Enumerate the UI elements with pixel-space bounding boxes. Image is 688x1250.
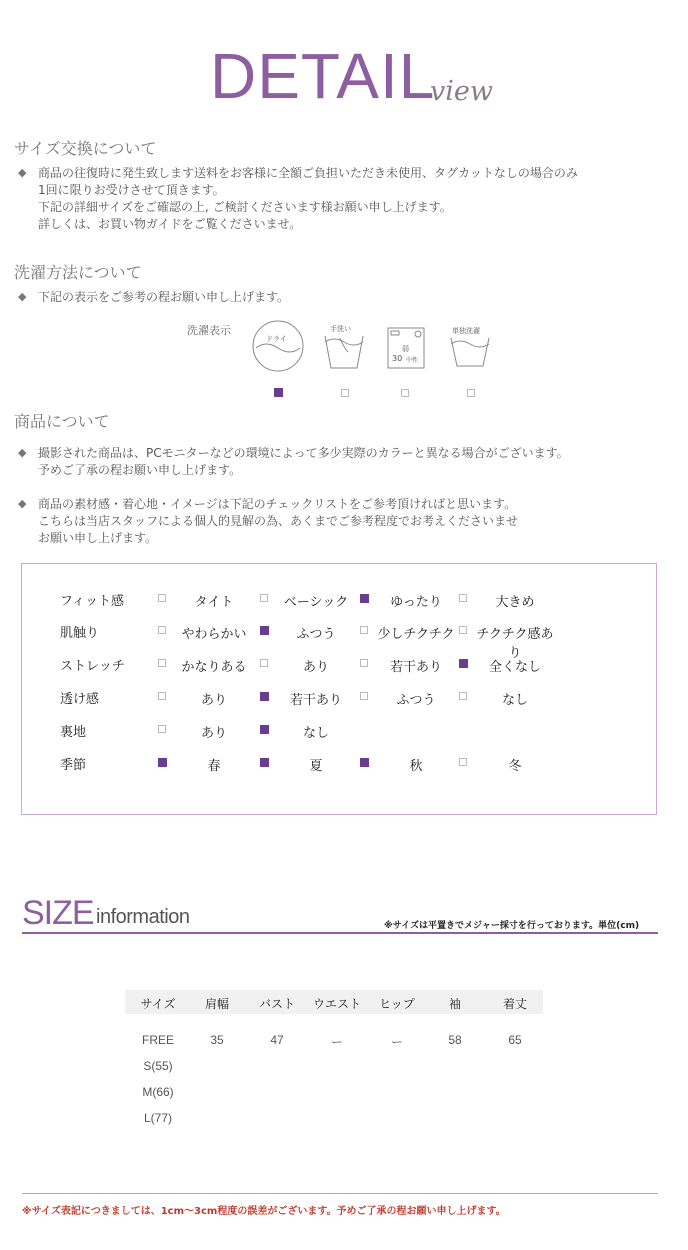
exchange-heading: サイズ交換について	[14, 139, 157, 158]
machine-wash-unit: 中性	[406, 357, 419, 364]
bullet-diamond-icon: ◆	[18, 290, 27, 303]
checklist-checkbox	[158, 758, 167, 767]
checklist-label: 季節	[60, 758, 87, 773]
size-header-cell: 肩幅	[204, 997, 229, 1011]
exchange-line-3: 下記の詳細サイズをご確認の上, ご検討くださいます様お願い申し上げます。	[38, 200, 452, 214]
checklist-option: あり	[200, 693, 227, 708]
machine-wash-text: 弱	[402, 345, 409, 353]
dry-clean-icon	[250, 318, 306, 374]
bullet-diamond-icon: ◆	[18, 166, 27, 179]
product-para2-line1: 商品の素材感・着心地・イメージは下記のチェックリストをご参考頂ければと思います。	[38, 497, 517, 511]
checklist-label: 裏地	[60, 725, 87, 740]
product-para1-line2: 予めご了承の程お願い申し上げます。	[38, 463, 242, 477]
checklist-label: 肌触り	[60, 626, 100, 641]
product-checklist	[21, 563, 657, 815]
checklist-checkbox	[158, 692, 166, 700]
checklist-checkbox	[260, 725, 269, 734]
checklist-label: 透け感	[60, 692, 100, 707]
checklist-checkbox	[260, 692, 269, 701]
size-divider	[22, 932, 658, 934]
checklist-option: ゆったり	[390, 595, 442, 610]
size-header-cell: 袖	[448, 997, 461, 1011]
size-cell: 47	[270, 1033, 284, 1047]
checklist-option: 少しチクチク	[377, 627, 455, 642]
checklist-option: 春	[207, 759, 221, 774]
footer-note: ※サイズ表記につきましては、1cm～3cm程度の誤差がございます。予めご了承の程お願い申し上げます。	[22, 1206, 506, 1217]
size-subtitle: information	[96, 906, 190, 928]
size-header-cell: サイズ	[140, 997, 176, 1011]
size-header-cell: ヒップ	[379, 997, 415, 1011]
wash-check-dry	[274, 382, 283, 401]
product-para2-line2: こちらは当店スタッフによる個人的見解の為、あくまでご参考程度でお考えくださいませ	[38, 514, 519, 528]
checklist-checkbox	[459, 626, 467, 634]
size-row-label: L(77)	[143, 1111, 172, 1125]
page-title: DETAIL	[210, 40, 436, 112]
size-cell: ー	[390, 1035, 403, 1049]
size-cell: 58	[448, 1033, 462, 1047]
checklist-option: ふつう	[296, 627, 336, 642]
checklist-checkbox	[158, 725, 166, 733]
checklist-option: 冬	[508, 759, 522, 774]
size-cell: 65	[508, 1033, 522, 1047]
checklist-option: かなりある	[181, 660, 247, 675]
checklist-label: フィット感	[60, 594, 124, 609]
product-para1-line1: 撮影された商品は、PCモニターなどの環境によって多少実際のカラーと異なる場合がございます。	[38, 446, 569, 460]
machine-wash-icon	[386, 324, 426, 370]
wash-check-single	[467, 382, 475, 401]
machine-wash-temp: 30	[392, 354, 403, 363]
checklist-checkbox	[459, 594, 467, 602]
checklist-checkbox	[360, 594, 369, 603]
washing-heading: 洗濯方法について	[14, 263, 142, 282]
bullet-diamond-icon: ◆	[18, 497, 27, 510]
wash-check-hand	[341, 382, 349, 401]
checklist-option: 若干あり	[389, 660, 442, 675]
checklist-option: チクチク感あり	[476, 627, 554, 661]
size-header-cell: バスト	[258, 997, 295, 1011]
exchange-line-4: 詳しくは、お買い物ガイドをご覧くださいませ。	[38, 217, 302, 231]
checklist-option: やわらかい	[181, 627, 247, 642]
page-subtitle: view	[430, 76, 493, 107]
product-heading: 商品について	[14, 412, 110, 431]
single-wash-icon	[448, 324, 492, 370]
size-cell: 35	[210, 1033, 224, 1047]
checklist-checkbox	[360, 659, 368, 667]
washing-line: 下記の表示をご参考の程お願い申し上げます。	[38, 290, 290, 304]
checklist-option: タイト	[194, 595, 234, 610]
checklist-checkbox	[360, 692, 368, 700]
footer-divider	[22, 1193, 658, 1194]
checklist-checkbox	[158, 626, 166, 634]
checklist-checkbox	[360, 758, 369, 767]
checklist-option: なし	[302, 726, 329, 741]
checklist-option: 全くなし	[488, 660, 541, 675]
checklist-option: 大きめ	[495, 595, 535, 610]
size-header-cell: 着丈	[502, 997, 527, 1011]
dry-clean-text: ドライ	[266, 335, 287, 343]
checklist-checkbox	[459, 758, 467, 766]
checklist-checkbox	[158, 659, 166, 667]
checklist-option: 秋	[409, 759, 423, 774]
checklist-option: ベーシック	[283, 595, 349, 610]
checklist-option: あり	[200, 726, 227, 741]
checklist-option: あり	[302, 660, 329, 675]
bullet-diamond-icon: ◆	[18, 446, 27, 459]
product-para2-line3: お願い申し上げます。	[38, 531, 158, 545]
checklist-option: 若干あり	[289, 693, 342, 708]
checklist-checkbox	[260, 659, 268, 667]
checklist-checkbox	[260, 594, 268, 602]
size-row-label: FREE	[141, 1033, 174, 1047]
checklist-option: 夏	[309, 759, 323, 774]
wash-check-machine	[401, 382, 409, 401]
size-title: SIZE	[22, 894, 94, 932]
size-row-label: S(55)	[143, 1059, 173, 1073]
checklist-checkbox	[260, 626, 269, 635]
size-cell: ー	[330, 1035, 343, 1049]
exchange-line-1: 商品の往復時に発生致します送料をお客様に全額ご負担いただき未使用、タグカットなしの場合のみ	[38, 166, 578, 180]
checklist-checkbox	[459, 692, 467, 700]
size-header-cell: ウエスト	[312, 997, 361, 1011]
checklist-label: ストレッチ	[60, 659, 125, 674]
wash-label: 洗濯表示	[187, 324, 231, 337]
size-row-label: M(66)	[142, 1085, 174, 1099]
exchange-line-2: 1回に限りお受けさせて頂きます。	[38, 183, 225, 197]
size-note: ※サイズは平置きでメジャー採寸を行っております。単位(cm)	[384, 921, 640, 931]
hand-wash-icon	[322, 322, 366, 372]
checklist-checkbox	[260, 758, 269, 767]
checklist-checkbox	[360, 626, 368, 634]
single-wash-text: 単独洗濯	[452, 327, 480, 335]
checklist-option: ふつう	[396, 693, 436, 708]
checklist-checkbox	[459, 659, 468, 668]
checklist-checkbox	[158, 594, 166, 602]
checklist-option: なし	[501, 693, 528, 708]
hand-wash-text: 手洗い	[330, 325, 351, 333]
